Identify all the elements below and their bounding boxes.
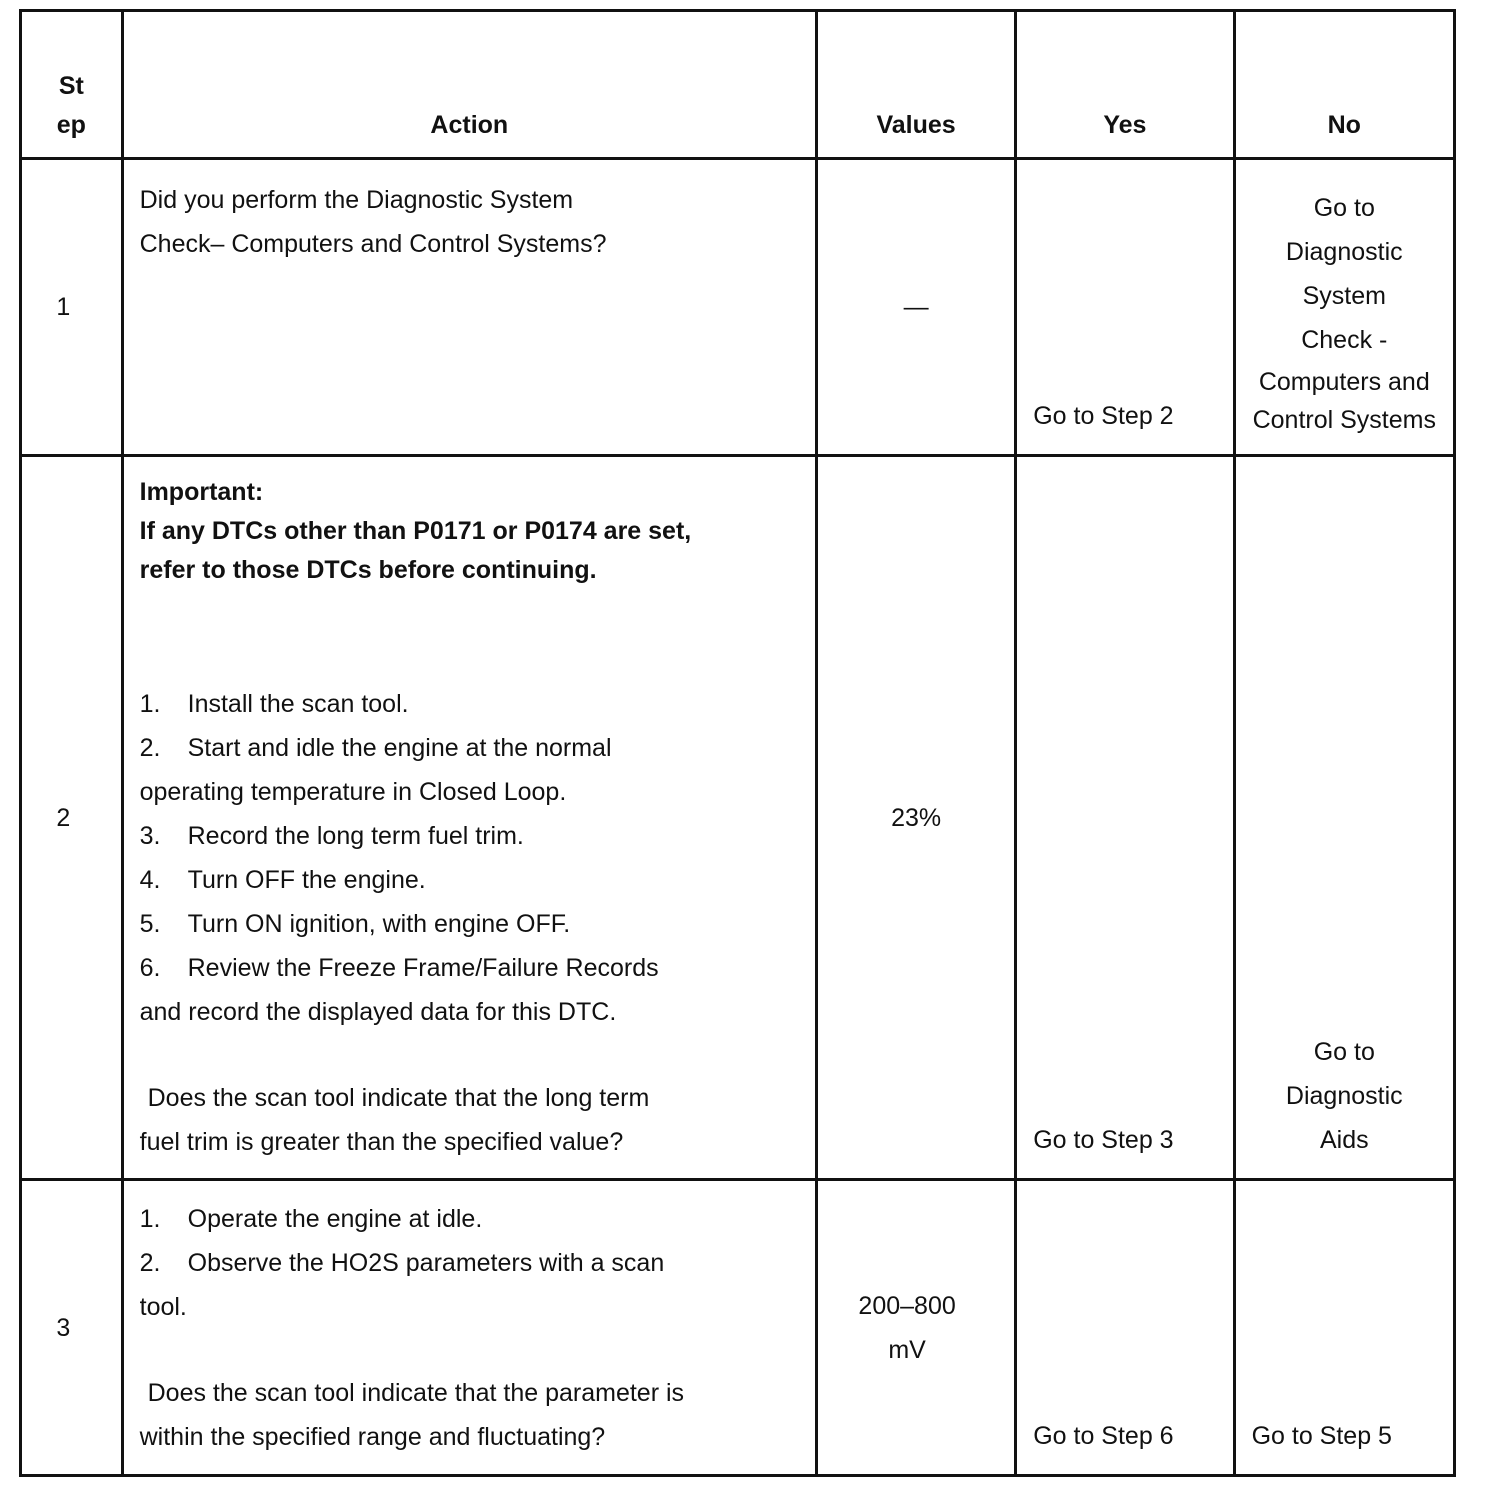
header-step: St ep: [21, 11, 123, 159]
header-values: Values: [816, 11, 1015, 159]
question-line: Does the scan tool indicate that the long term: [147, 1084, 650, 1112]
header-row: [21, 11, 1455, 159]
action-cell: [122, 1180, 816, 1476]
yes-link[interactable]: Go to Step 2: [1016, 159, 1234, 456]
question-line: Does the scan tool indicate that the parameter is: [147, 1379, 685, 1407]
action-cell: [122, 159, 816, 456]
table-row-step-1: [21, 159, 1455, 456]
list-item-continuation: tool.: [139, 1293, 187, 1321]
header-yes: Yes: [1016, 11, 1234, 159]
list-item: 4. Turn OFF the engine.: [139, 866, 426, 894]
no-link[interactable]: Go to Step 5: [1234, 1180, 1454, 1476]
no-link[interactable]: Go to Diagnostic Aids: [1234, 456, 1454, 1180]
question-line: fuel trim is greater than the specified value?: [139, 1128, 624, 1156]
table-row-step-3: [21, 1180, 1455, 1476]
list-item-continuation: operating temperature in Closed Loop.: [139, 778, 567, 806]
list-item: 1. Install the scan tool.: [139, 690, 409, 718]
yes-link[interactable]: Go to Step 3: [1016, 456, 1234, 1180]
important-text: refer to those DTCs before continuing.: [139, 556, 597, 584]
step-number: 1: [21, 159, 123, 456]
list-item: 3. Record the long term fuel trim.: [139, 822, 524, 850]
list-item: 1. Operate the engine at idle.: [139, 1205, 483, 1233]
no-link[interactable]: Go to Diagnostic System Check - Computers and Control Systems: [1234, 159, 1454, 456]
step-number: 3: [21, 1180, 123, 1476]
header-action: Action: [122, 11, 816, 159]
values-cell: 200–800 mV: [816, 1180, 1015, 1476]
list-item: 2. Observe the HO2S parameters with a scan: [139, 1249, 665, 1277]
yes-link[interactable]: Go to Step 6: [1016, 1180, 1234, 1476]
action-line: Did you perform the Diagnostic System: [139, 186, 574, 214]
values-cell: —: [816, 159, 1015, 456]
action-cell: [122, 456, 816, 1180]
table-row-step-2: [21, 456, 1455, 1180]
step-number: 2: [21, 456, 123, 1180]
important-label: Important:: [139, 478, 264, 506]
question-line: within the specified range and fluctuating?: [139, 1423, 606, 1451]
values-cell: 23%: [816, 456, 1015, 1180]
list-item-continuation: and record the displayed data for this DTC.: [139, 998, 617, 1026]
diagnostic-table: [19, 9, 1456, 1477]
header-no: No: [1234, 11, 1454, 159]
list-item: 2. Start and idle the engine at the normal: [139, 734, 612, 762]
list-item: 6. Review the Freeze Frame/Failure Records: [139, 954, 659, 982]
list-item: 5. Turn ON ignition, with engine OFF.: [139, 910, 571, 938]
important-text: If any DTCs other than P0171 or P0174 are set,: [139, 517, 692, 545]
action-line: Check– Computers and Control Systems?: [139, 230, 607, 258]
